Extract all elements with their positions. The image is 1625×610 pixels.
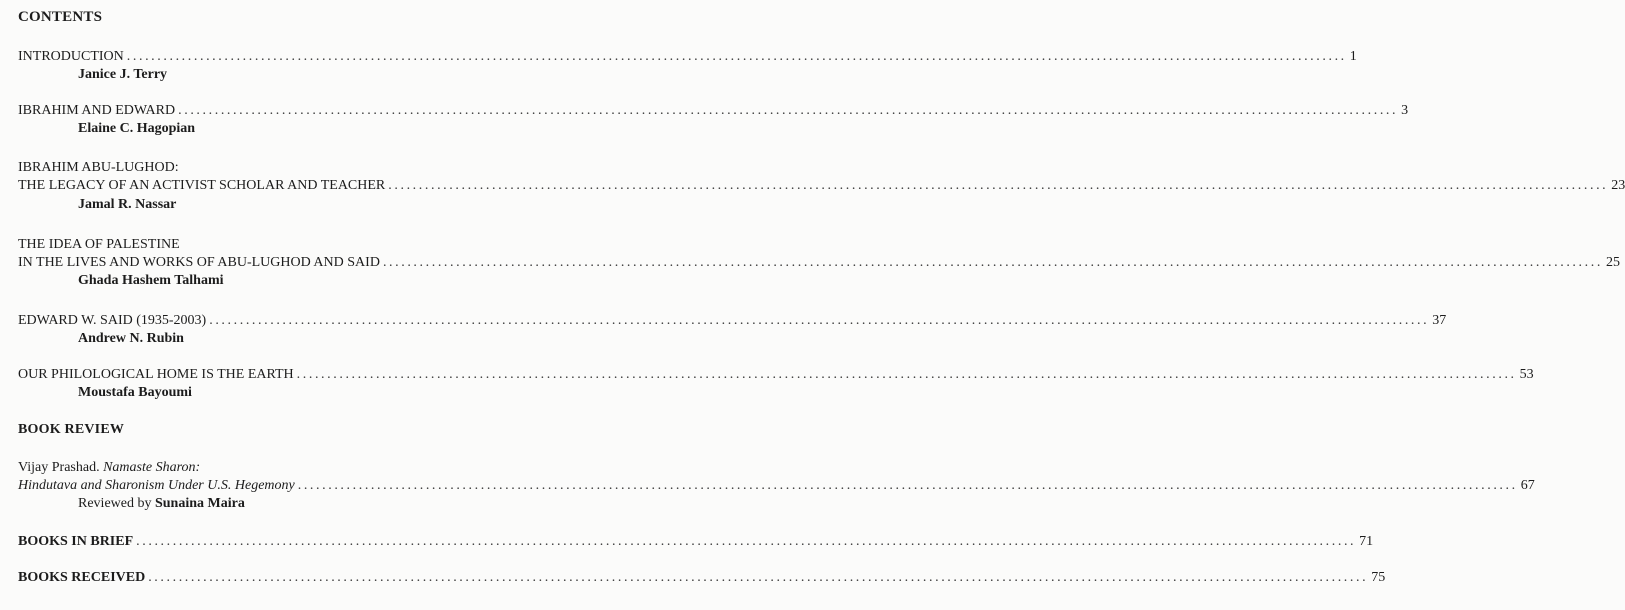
toc-entry-author: Moustafa Bayoumi [78,385,192,400]
dot-leader: ........................................................................................................................................................................................................ [178,103,1399,118]
toc-entry-legacy [18,177,1625,194]
toc-entry-books-received [18,569,1386,586]
toc-entry-title: OUR PHILOLOGICAL HOME IS THE EARTH [18,367,294,382]
toc-entry-author: Elaine C. Hagopian [78,121,196,136]
toc-entry-page: 75 [1371,570,1386,585]
toc-entry-philological-home [18,366,1534,383]
toc-entry-title: THE LEGACY OF AN ACTIVIST SCHOLAR AND TEACHER [18,178,386,193]
toc-entry-page: 23 [1611,178,1625,193]
reviewer-name: Sunaina Maira [154,496,245,511]
toc-entry-title: EDWARD W. SAID (1935-2003) [18,313,207,328]
reviewed-by-label: Reviewed by [78,496,152,511]
toc-entry-title: BOOKS IN BRIEF [18,534,134,549]
book-review-heading: BOOK REVIEW [18,422,125,437]
toc-entry-title-line1: IBRAHIM ABU-LUGHOD: [18,160,179,175]
book-review-citation-line1 [18,459,200,476]
toc-entry-title: IBRAHIM AND EDWARD [18,103,176,118]
toc-entry-edward-said [18,312,1447,329]
dot-leader: ........................................................................................................................................................................................................ [382,255,1603,270]
toc-entry-page: 71 [1359,534,1374,549]
toc-entry-title: IN THE LIVES AND WORKS OF ABU-LUGHOD AND SAID [18,255,380,270]
toc-entry-page: 37 [1432,313,1447,328]
book-review-title: Namaste Sharon: [103,460,201,475]
dot-leader: ........................................................................................................................................................................................................ [126,49,1347,64]
book-review-page: 67 [1520,478,1535,493]
dot-leader: ........................................................................................................................................................................................................ [148,570,1369,585]
toc-entry-books-in-brief [18,533,1374,550]
toc-entry-author: Jamal R. Nassar [78,197,177,212]
toc-entry-page: 25 [1605,255,1620,270]
toc-entry-author: Ghada Hashem Talhami [78,273,224,288]
toc-entry-page: 53 [1519,367,1534,382]
dot-leader: ........................................................................................................................................................................................................ [297,478,1518,493]
toc-entry-author: Andrew N. Rubin [78,331,184,346]
toc-entry-ibrahim-and-edward [18,102,1409,119]
contents-heading: CONTENTS [18,9,103,25]
toc-entry-page: 3 [1401,103,1409,118]
toc-entry-idea-of-palestine [18,254,1620,271]
dot-leader: ........................................................................................................................................................................................................ [136,534,1357,549]
book-review-subtitle: Hindutava and Sharonism Under U.S. Hegemony [18,478,295,493]
toc-entry-introduction [18,48,1357,65]
book-review-reviewer-line [78,495,245,512]
toc-entry-title: INTRODUCTION [18,49,124,64]
toc-entry-title: BOOKS RECEIVED [18,570,146,585]
book-review-author: Vijay Prashad. [18,460,100,475]
dot-leader: ........................................................................................................................................................................................................ [388,178,1609,193]
toc-entry-title-line1: THE IDEA OF PALESTINE [18,237,180,252]
dot-leader: ........................................................................................................................................................................................................ [296,367,1517,382]
book-review-citation-line2 [18,477,1535,494]
dot-leader: ........................................................................................................................................................................................................ [209,313,1430,328]
toc-entry-author: Janice J. Terry [78,67,168,82]
toc-entry-page: 1 [1349,49,1357,64]
